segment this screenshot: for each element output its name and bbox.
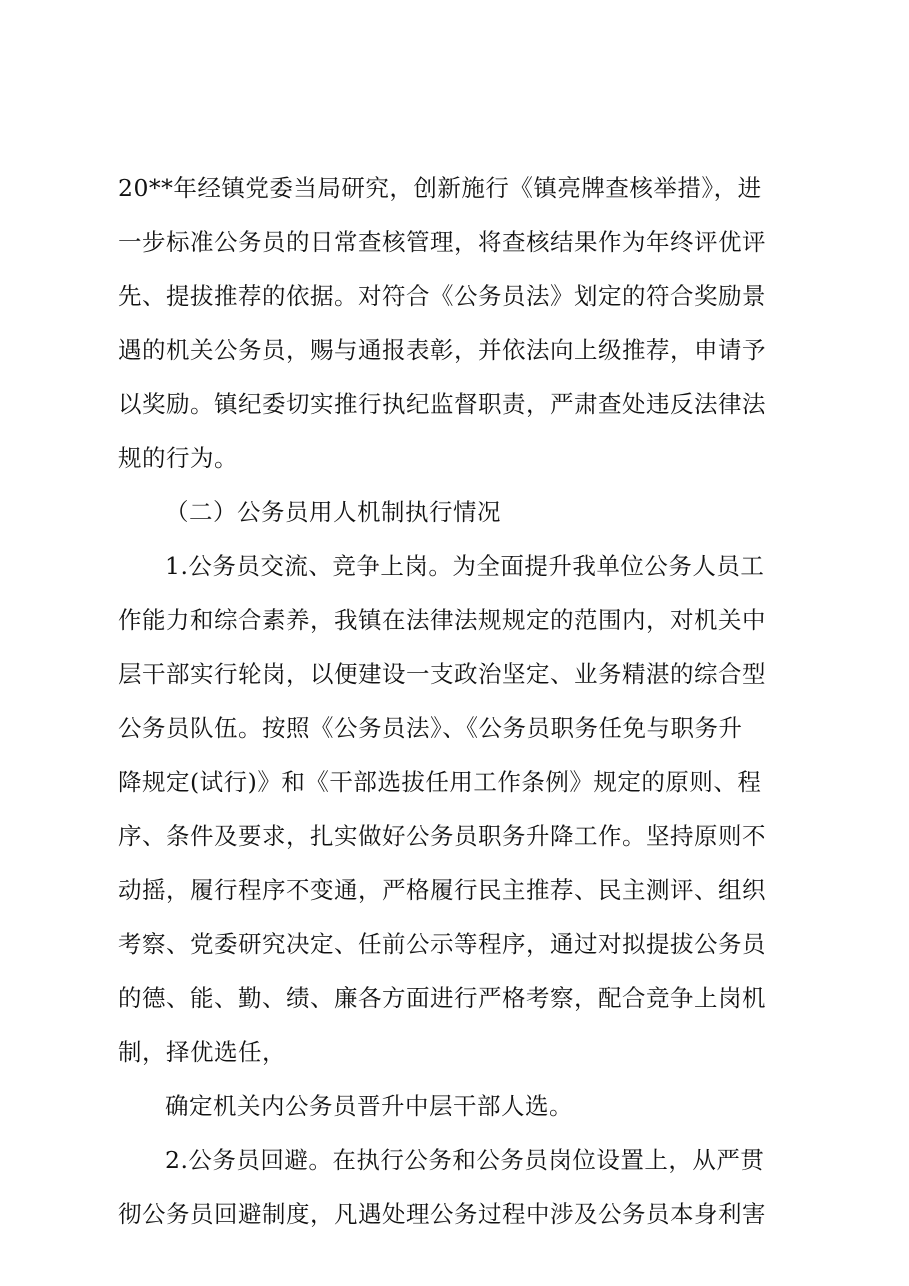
paragraph-line: 2.公务员回避。在执行公务和公务员岗位设置上，从严贯 <box>165 1146 765 1174</box>
paragraph-line: 降规定(试行)》和《干部选拔任用工作条例》规定的原则、程 <box>118 768 762 796</box>
paragraph-line: 先、提拔推荐的依据。对符合《公务员法》划定的符合奖励景 <box>118 282 766 310</box>
paragraph-line: 层干部实行轮岗，以便建设一支政治坚定、业务精湛的综合型 <box>118 660 766 688</box>
paragraph-line: 20**年经镇党委当局研究，创新施行《镇亮牌查核举措》，进 <box>118 174 762 202</box>
paragraph-line: 以奖励。镇纪委切实推行执纪监督职责，严肃查处违反法律法 <box>118 390 766 418</box>
paragraph-line: 考察、党委研究决定、任前公示等程序，通过对拟提拔公务员 <box>118 930 766 958</box>
section-heading: （二）公务员用人机制执行情况 <box>165 498 501 526</box>
paragraph-line: 一步标准公务员的日常查核管理，将查核结果作为年终评优评 <box>118 228 766 256</box>
paragraph-line: 作能力和综合素养，我镇在法律法规规定的范围内，对机关中 <box>118 606 766 634</box>
paragraph-line: 确定机关内公务员晋升中层干部人选。 <box>165 1092 573 1120</box>
paragraph-line: 遇的机关公务员，赐与通报表彰，并依法向上级推荐，申请予 <box>118 336 766 364</box>
paragraph-line: 公务员队伍。按照《公务员法》、《公务员职务任免与职务升 <box>118 714 743 742</box>
paragraph-line: 彻公务员回避制度，凡遇处理公务过程中涉及公务员本身利害 <box>118 1200 766 1228</box>
paragraph-line: 1.公务员交流、竞争上岗。为全面提升我单位公务人员工 <box>165 552 765 580</box>
paragraph-line: 动摇，履行程序不变通，严格履行民主推荐、民主测评、组织 <box>118 876 766 904</box>
paragraph-line: 制，择优选任， <box>118 1038 286 1066</box>
paragraph-line: 规的行为。 <box>118 444 238 472</box>
paragraph-line: 的德、能、勤、绩、廉各方面进行严格考察，配合竞争上岗机 <box>118 984 766 1012</box>
paragraph-line: 序、条件及要求，扎实做好公务员职务升降工作。坚持原则不 <box>118 822 766 850</box>
